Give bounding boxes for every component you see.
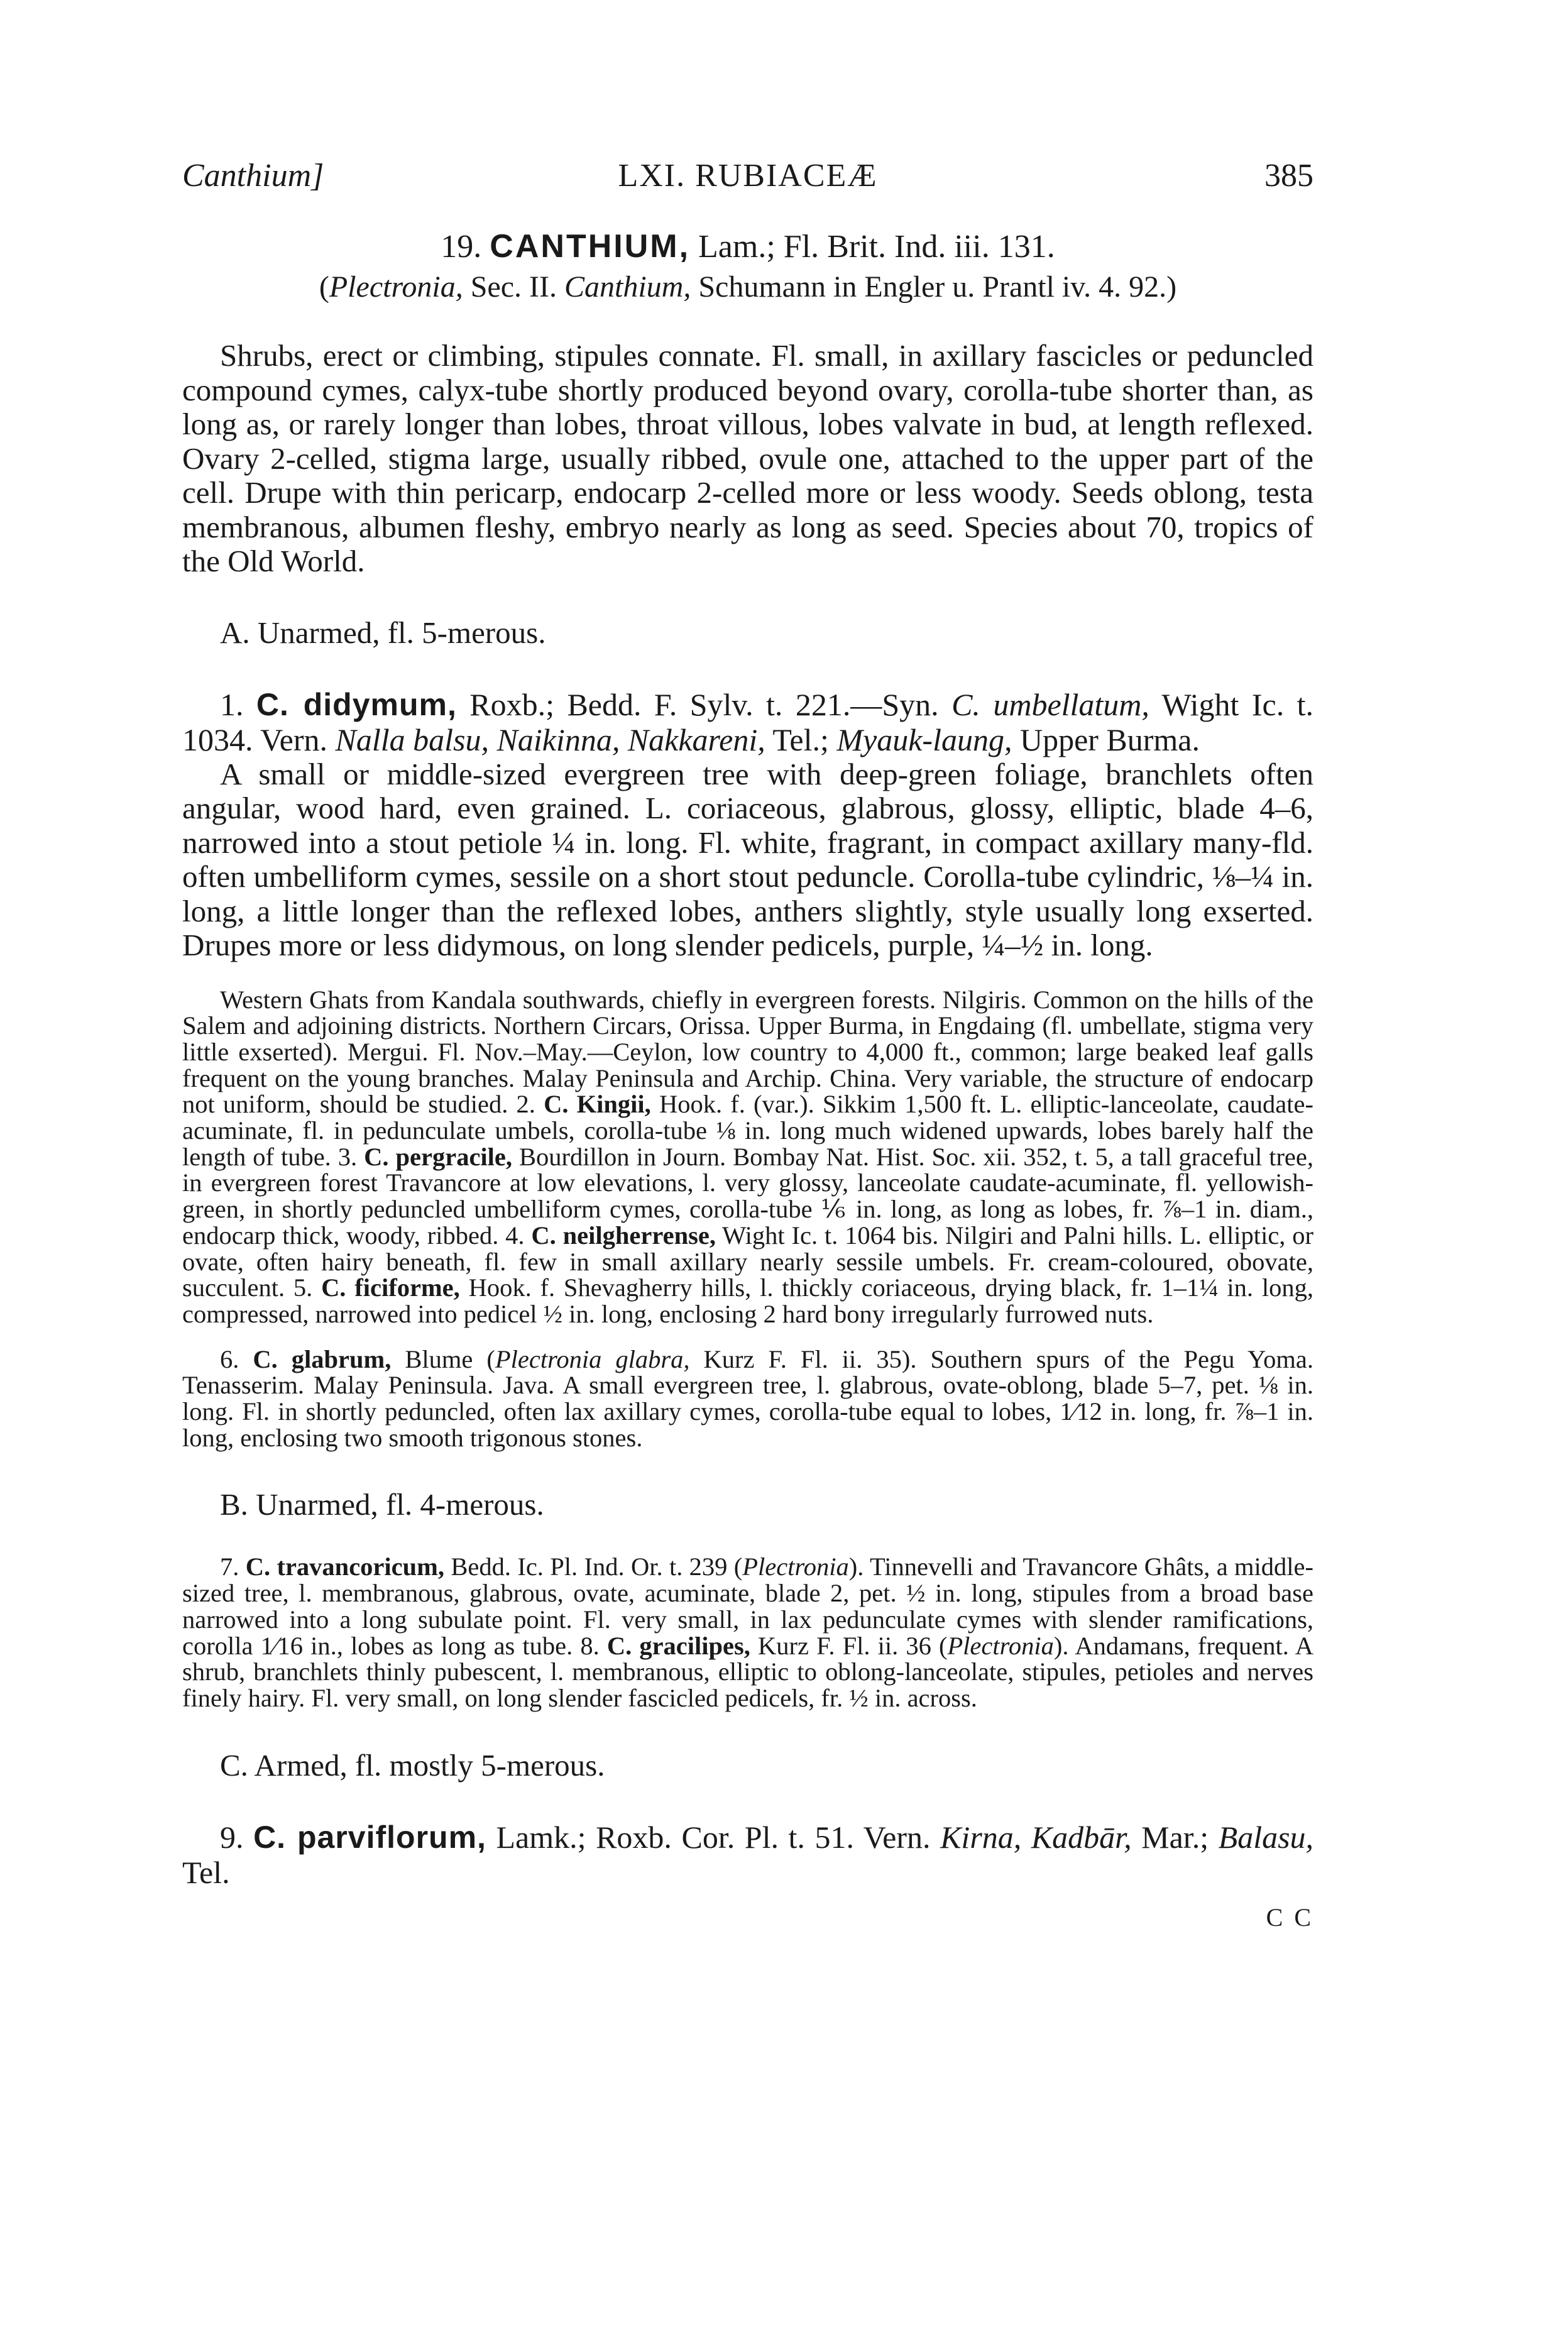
species-7-notes: 7. C. travancoricum, Bedd. Ic. Pl. Ind. Or. t. 239 (Plectronia). Tinnevelli and Travancore Ghâts, a middle-sized tree, l. membranous, glabrous, ovate, acuminate, blade 2, pet. ½ in. long, stipules from a broad base narrowed into a long subulate point. Fl. very small, in lax pedunculate cymes with slender ramifications, corolla 1⁄16 in., lobes as long as tube. 8. C. gracilipes, Kurz F. Fl. ii. 36 (Plectronia). Andamans, frequent. A shrub, branchlets thinly pubescent, l. membranous, elliptic to oblong-lanceolate, stipules, petioles and nerves finely hairy. Fl. very small, on long slender fascicled pedicels, fr. ½ in. across. [182,1552,1314,1712]
section-a-heading: A. Unarmed, fl. 5-merous. [220,615,546,650]
page [182,157,1314,1931]
header-left: Canthium] [182,158,324,194]
genus-name: CANTHIUM, [490,228,691,265]
genus-description: Shrubs, erect or climbing, stipules connate. Fl. small, in axillary fascicles or peduncled compound cymes, calyx-tube shortly produced beyond ovary, corolla-tube shorter than, as long as, or rarely longer than lobes, throat villous, lobes valvate in bud, at length reflexed. Ovary 2-celled, stigma large, usually ribbed, ovule one, attached to the upper part of the cell. Drupe with thin pericarp, endocarp 2-celled more or less woody. Seeds oblong, testa membranous, albumen fleshy, embryo nearly as long as seed. Species about 70, tropics of the Old World. [182,338,1313,578]
page-number: 385 [1264,158,1313,194]
species-1-notes: Western Ghats from Kandala southwards, chiefly in evergreen forests. Nilgiris. Common on the hills of the Salem and adjoining districts. Northern Circars, Orissa. Upper Burma, in Engdaing (fl. umbellate, stigma very little exserted). Mergui. Fl. Nov.–May.—Ceylon, low country to 4,000 ft., common; large beaked leaf galls frequent on the young branches. Malay Peninsula and Archip. China. Very variable, the structure of endocarp not uniform, should be studied. 2. C. Kingii, Hook. f. (var.). Sikkim 1,500 ft. L. elliptic-lanceolate, caudate-acuminate, fl. in pedunculate umbels, corolla-tube ⅛ in. long much widened upwards, lobes barely half the length of tube. 3. C. pergracile, Bourdillon in Journ. Bombay Nat. Hist. Soc. xii. 352, t. 5, a tall graceful tree, in evergreen forest Travancore at low elevations, l. very glossy, lanceolate caudate-acuminate, fl. yellowish-green, in shortly peduncled umbelliform cymes, corolla-tube ⅙ in. long, as long as lobes, fr. ⅞–1 in. diam., endocarp thick, woody, ribbed. 4. C. neilgherrense, Wight Ic. t. 1064 bis. Nilgiri and Palni hills. L. elliptic, or ovate, often hairy beneath, fl. few in small axillary nearly sessile umbels. Fr. cream-coloured, obovate, succulent. 5. C. ficiforme, Hook. f. Shevagherry hills, l. thickly coriaceous, drying black, fr. 1–1¼ in. long, compressed, narrowed into pedicel ½ in. long, enclosing 2 hard bony irregularly furrowed nuts. [182,985,1314,1328]
section-c-heading: C. Armed, fl. mostly 5-merous. [220,1747,605,1783]
section-b-heading: B. Unarmed, fl. 4-merous. [220,1487,544,1522]
species-1-description: A small or middle-sized evergreen tree with deep-green foliage, branchlets often angular, wood hard, even grained. L. coriaceous, glabrous, glossy, elliptic, blade 4–6, narrowed into a stout petiole ¼ in. long. Fl. white, fragrant, in compact axillary many-fld. often umbelliform cymes, sessile on a short stout peduncle. Corolla-tube cylindric, ⅛–¼ in. long, a little longer than the reflexed lobes, anthers slightly, style usually long exserted. Drupes more or less didymous, on long slender pedicels, purple, ¼–½ in. long. [182,756,1313,962]
header-center: LXI. RUBIACEÆ [618,158,878,194]
genus-title [182,226,1313,267]
genus-authority: Lam.; Fl. Brit. Ind. iii. 131. [698,229,1055,265]
signature-mark: C C [1266,1903,1313,1931]
genus-synonymy: (Plectronia, Sec. II. Canthium, Schumann in Engler u. Prantl iv. 4. 92.) [319,270,1177,304]
species-6-notes: 6. C. glabrum, Blume (Plectronia glabra, Kurz F. Fl. ii. 35). Southern spurs of the Pegu Yoma. Tenasserim. Malay Peninsula. Java. A small evergreen tree, l. glabrous, ovate-oblong, blade 5–7, pet. ⅛ in. long. Fl. in shortly peduncled, often lax axillary cymes, corolla-tube equal to lobes, 1⁄12 in. long, fr. ⅞–1 in. long, enclosing two smooth trigonous stones. [182,1344,1314,1452]
genus-number: 19. [441,229,482,265]
running-header [182,157,1313,201]
species-9-heading: 9. C. parviflorum, Lamk.; Roxb. Cor. Pl. t. 51. Vern. Kirna, Kadbār, Mar.; Balasu, Tel. [182,1819,1314,1890]
species-1-heading: 1. C. didymum, Roxb.; Bedd. F. Sylv. t. 221.—Syn. C. umbellatum, Wight Ic. t. 1034. Vern. Nalla balsu, Naikinna, Nakkareni, Tel.; Myauk-laung, Upper Burma. [182,686,1314,757]
